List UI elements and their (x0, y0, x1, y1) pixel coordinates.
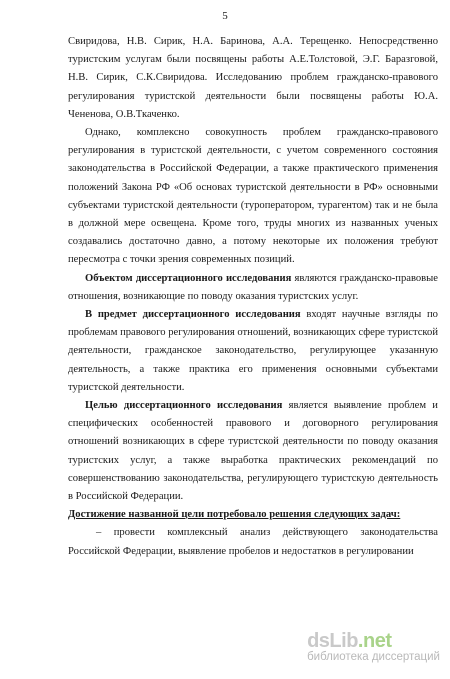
document-body (68, 33, 438, 561)
subject-text: входят научные взгляды по проблемам правового регулирования отношений, возникающих сфере туристской деятельности, гражданское законодательство, регулирующее указанную деятельность, а также практика его применения основными субъектами туристской деятельности. (68, 309, 438, 393)
object-text: являются гражданско-правовые отношения, возникающие по поводу оказания туристских услуг. (68, 272, 438, 302)
tasks-heading: Достижение названной цели потребовало решения следующих задач: (68, 509, 401, 521)
paragraph-goal (68, 397, 438, 506)
task-item: – провести комплексный анализ действующего законодательства Российской Федерации, выявление пробелов и недостатков в регулировании (68, 527, 438, 557)
goal-text: является выявление проблем и специфических особенностей правового и договорного регулирования отношений возникающих в сфере туристской деятельности по поводу оказания туристских услуг, а также выработка практических рекомендаций по совершенствованию законодательства, регулирующего туристскую деятельность в Российской Федерации. (68, 400, 438, 503)
watermark-logo (307, 630, 440, 653)
paragraph-problem: Однако, комплексно совокупность проблем гражданско-правового регулирования в туристской деятельности, с учетом современного состояния законодательства в Российской Федерации, а также практического применения положений Закона РФ «Об основах туристской деятельности в РФ» основными субъектами туристской деятельности (туроператором, турагентом) так и не была в должной мере освещена. Кроме того, труды многих из названных ученых создавались достаточно давно, а потому некоторые их положения требуют пересмотра с точки зрения современных позиций. (68, 127, 438, 266)
page-number: 5 (222, 10, 228, 22)
watermark (307, 630, 440, 663)
paragraph-tasks-heading (68, 506, 438, 524)
watermark-logo-main: dsLib (307, 630, 358, 652)
paragraph-subject (68, 306, 438, 397)
watermark-logo-tld: .net (357, 630, 392, 652)
paragraph-object (68, 270, 438, 306)
paragraph-references: Свиридова, Н.В. Сирик, Н.А. Баринова, А.А. Терещенко. Непосредственно туристским услугам были посвящены работы А.Е.Толстовой, Э.Г. Баразговой, Н.В. Сирик, С.К.Свиридова. Исследованию проблем гражданско-правового регулирования туристской деятельности были посвящены работы Ю.А. Чененова, О.В.Ткаченко. (68, 36, 438, 120)
goal-heading: Целью диссертационного исследования (85, 400, 283, 412)
watermark-subtitle: библиотека диссертаций (307, 651, 440, 663)
subject-heading: В предмет диссертационного исследования (85, 309, 301, 321)
object-heading: Объектом диссертационного исследования (85, 272, 292, 284)
